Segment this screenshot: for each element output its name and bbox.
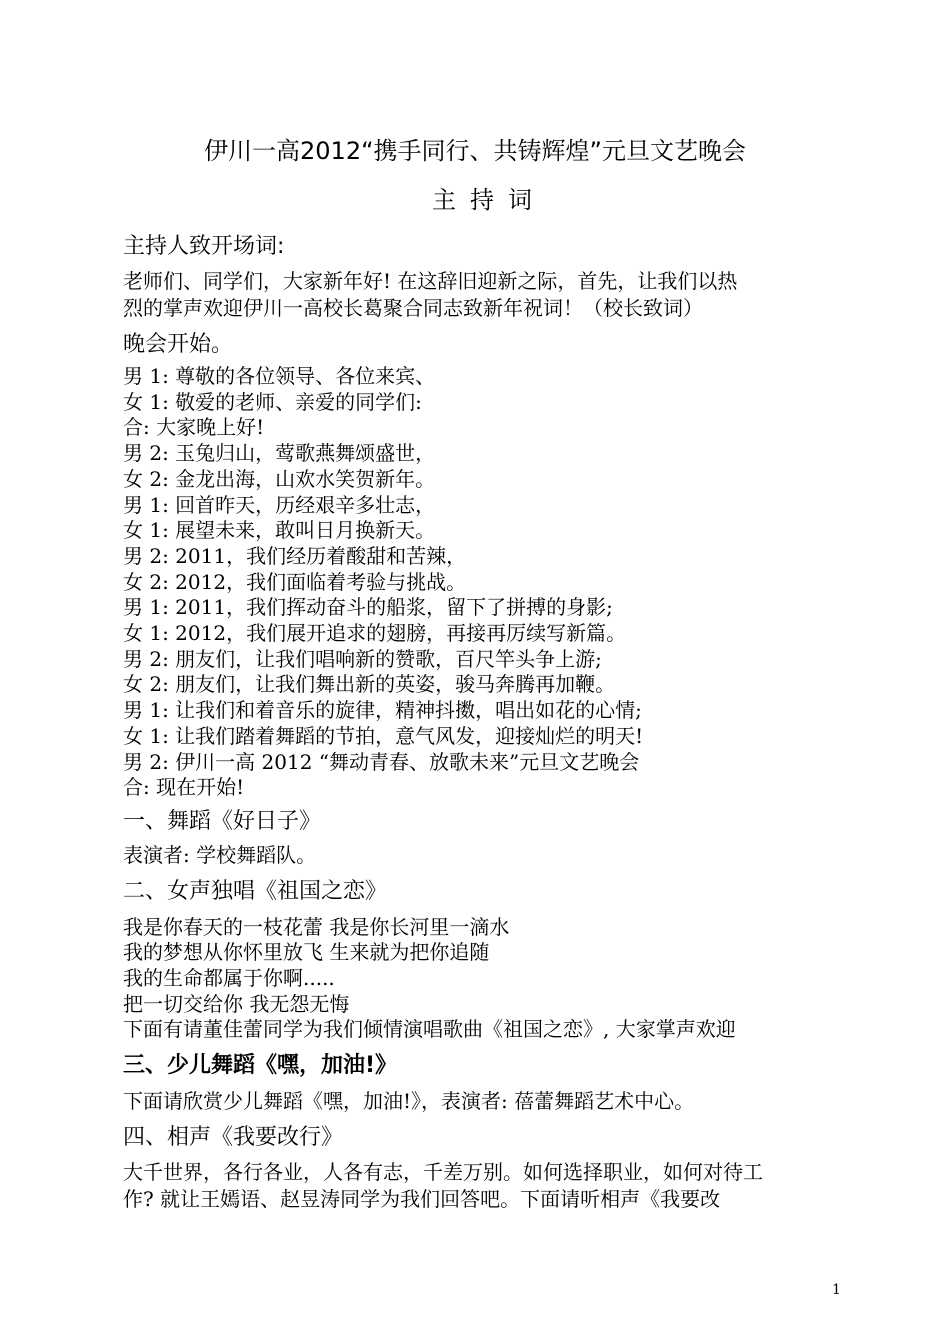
dialogue-line: 男 2: 玉兔归山，莺歌燕舞颂盛世， [123, 441, 436, 466]
lyric-line: 把一切交给你 我无怨无悔 [123, 991, 350, 1016]
dialogue-line: 女 1: 2012，我们展开追求的翅膀，再接再厉续写新篇。 [123, 621, 627, 646]
document-body [123, 230, 853, 1213]
document-subtitle: 主持词 [432, 186, 546, 214]
paragraph-line: 大千世界，各行各业，人各有志，千差万别。如何选择职业，如何对待工 [123, 1159, 763, 1184]
section-line: 下面有请董佳蕾同学为我们倾情演唱歌曲《祖国之恋》, 大家掌声欢迎 [123, 1017, 736, 1042]
lyric-line: 我是你春天的一枝花蕾 我是你长河里一滴水 [123, 914, 510, 939]
section1-heading: 一、舞蹈《好日子》 [123, 808, 322, 834]
opening-paragraph [123, 268, 853, 322]
opening-heading: 主持人致开场词: [123, 234, 285, 259]
section1-lines [123, 843, 853, 869]
paragraph-line: 烈的掌声欢迎伊川一高校长葛聚合同志致新年祝词！（校长致词） [123, 296, 703, 320]
dialogue-line: 合: 现在开始! [123, 775, 245, 800]
dialogue-line: 男 2: 2011，我们经历着酸甜和苦辣， [123, 543, 467, 568]
dialogue-line: 女 1: 敬爱的老师、亲爱的同学们: [123, 389, 422, 414]
section-line: 表演者: 学校舞蹈队。 [123, 842, 317, 867]
paragraph-line: 老师们、同学们，大家新年好! 在这辞旧迎新之际，首先，让我们以热 [123, 269, 738, 293]
dialogue-line: 女 2: 金龙出海，山欢水笑贺新年。 [123, 466, 436, 491]
dialogue-line: 女 1: 展望未来，敢叫日月换新天。 [123, 518, 436, 543]
dialogue-line: 男 2: 伊川一高 2012 “舞动青春、放歌未来”元旦文艺晚会 [123, 749, 640, 774]
section3-heading: 三、少儿舞蹈《嘿，加油!》 [123, 1053, 398, 1079]
gala-start-heading: 晚会开始。 [123, 332, 234, 357]
section4-paragraph [123, 1159, 853, 1213]
lyric-line: 我的生命都属于你啊..... [123, 966, 335, 991]
dialogue-line: 男 1: 2011，我们挥动奋斗的船浆，留下了拼搏的身影; [123, 595, 613, 620]
paragraph-line: 作? 就让王嫣语、赵昱涛同学为我们回答吧。下面请听相声《我要改 [123, 1186, 721, 1211]
page-number: 1 [832, 1282, 841, 1298]
section-line: 下面请欣赏少儿舞蹈《嘿，加油!》，表演者: 蓓蕾舞蹈艺术中心。 [123, 1089, 695, 1114]
dialogue-line: 男 1: 回首昨天，历经艰辛多壮志， [123, 492, 436, 517]
lyric-line: 我的梦想从你怀里放飞 生来就为把你追随 [123, 940, 490, 965]
dialogue-line: 合: 大家晚上好! [123, 415, 265, 440]
section3-lines [123, 1089, 853, 1115]
dialogue-list [123, 364, 853, 801]
dialogue-line: 女 2: 2012，我们面临着考验与挑战。 [123, 569, 467, 594]
document-title: 伊川一高2012“携手同行、共铸辉煌”元旦文艺晚会 [204, 137, 746, 165]
dialogue-line: 男 1: 让我们和着音乐的旋律，精神抖擞，唱出如花的心情; [123, 698, 642, 723]
section4-heading: 四、相声《我要改行》 [123, 1124, 344, 1150]
dialogue-line: 男 2: 朋友们，让我们唱响新的赞歌，百尺竿头争上游; [123, 646, 602, 671]
dialogue-line: 女 1: 让我们踏着舞蹈的节拍，意气风发，迎接灿烂的明天! [123, 723, 644, 748]
dialogue-line: 男 1: 尊敬的各位领导、各位来宾、 [123, 364, 436, 388]
dialogue-line: 女 2: 朋友们，让我们舞出新的英姿，骏马奔腾再加鞭。 [123, 672, 616, 697]
section2-heading: 二、女声独唱《祖国之恋》 [123, 878, 388, 904]
section2-lines [123, 915, 853, 1044]
